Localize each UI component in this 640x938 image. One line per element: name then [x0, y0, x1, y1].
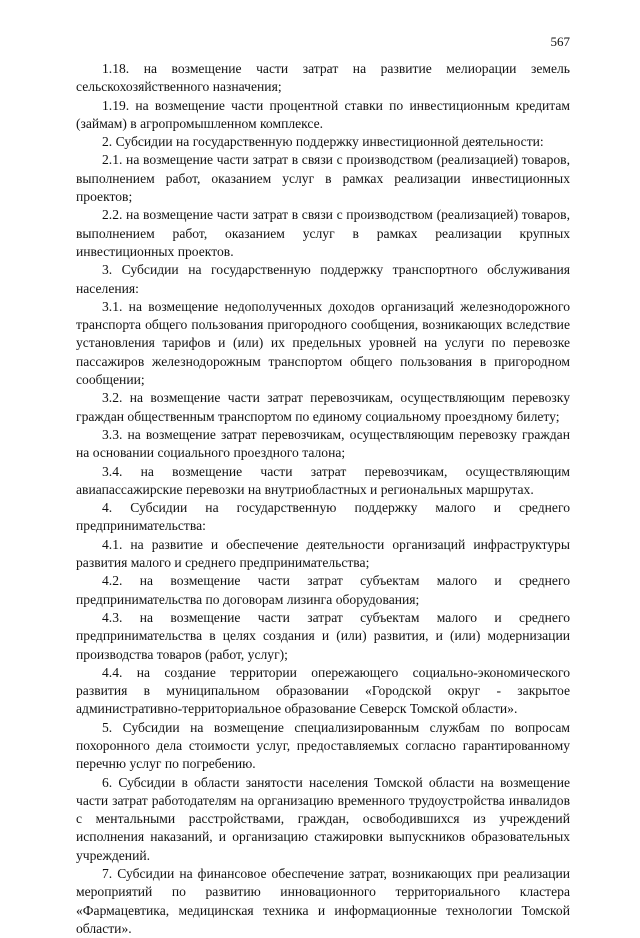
- page-number: 567: [550, 34, 570, 49]
- paragraph-3-1: 3.1. на возмещение недополученных доходов организаций железнодорожного транспорта общего пользования пригородного сообщения, возникающих вследствие установления тарифов и (или) их предельных уровней на услуги по перевозке пассажиров железнодорожным транспортом общего пользования в пригородном сообщении;: [76, 298, 570, 388]
- paragraph-6: 6. Субсидии в области занятости населения Томской области на возмещение части затрат работодателям на организацию временного трудоустройства инвалидов с ментальными расстройствами, граждан, освободившихся из учреждений исполнения наказаний, и организацию стажировки выпускников образовательных учреждений.: [76, 774, 570, 863]
- paragraph-2-2: 2.2. на возмещение части затрат в связи с производством (реализацией) товаров, выполнением работ, оказанием услуг в рамках реализации крупных инвестиционных проектов.: [76, 207, 570, 259]
- paragraph-3: 3. Субсидии на государственную поддержку транспортного обслуживания населения:: [76, 262, 570, 296]
- paragraph-4-1: 4.1. на развитие и обеспечение деятельности организаций инфраструктуры развития малого и среднего предпринимательства;: [76, 536, 570, 571]
- paragraph-3-3: 3.3. на возмещение затрат перевозчикам, осуществляющим перевозку граждан на основании социального проездного талона;: [76, 426, 570, 461]
- paragraph-3-4: 3.4. на возмещение части затрат перевозчикам, осуществляющим авиапассажирские перевозки на внутриобластных и региональных маршрутах.: [76, 463, 570, 497]
- paragraph-5: 5. Субсидии на возмещение специализированным службам по вопросам похоронного дела стоимости услуг, предоставляемых согласно гарантированному перечню услуг по погребению.: [76, 719, 570, 772]
- document-body: [76, 60, 570, 938]
- paragraph-7: 7. Субсидии на финансовое обеспечение затрат, возникающих при реализации мероприятий по развитию инновационного территориального кластера «Фармацевтика, медицинская техника и информационные технологии Томской области».: [76, 866, 570, 936]
- paragraph-2: 2. Субсидии на государственную поддержку инвестиционной деятельности:: [102, 134, 544, 150]
- paragraph-4-4: 4.4. на создание территории опережающего социально-экономического развития в муниципальном образовании «Городской округ - закрытое административно-территориальное образование Северск Томской области».: [76, 664, 570, 717]
- paragraph-2-1: 2.1. на возмещение части затрат в связи с производством (реализацией) товаров, выполнением работ, оказанием услуг в рамках реализации инвестиционных проектов;: [76, 152, 570, 205]
- paragraph-3-2: 3.2. на возмещение части затрат перевозчикам, осуществляющим перевозку граждан общественным транспортом по единому социальному проездному билету;: [76, 390, 570, 424]
- paragraph-4-2: 4.2. на возмещение части затрат субъектам малого и среднего предпринимательства по договорам лизинга оборудования;: [76, 573, 570, 607]
- paragraph-1-19: 1.19. на возмещение части процентной ставки по инвестиционным кредитам (займам) в агропромышленном комплексе.: [76, 97, 570, 131]
- paragraph-4-3: 4.3. на возмещение части затрат субъектам малого и среднего предпринимательства в целях создания и (или) развития, и (или) модернизации производства товаров (работ, услуг);: [76, 609, 570, 662]
- paragraph-4: 4. Субсидии на государственную поддержку малого и среднего предпринимательства:: [76, 500, 570, 534]
- paragraph-1-18: 1.18. на возмещение части затрат на развитие мелиорации земель сельскохозяйственного назначения;: [76, 61, 570, 95]
